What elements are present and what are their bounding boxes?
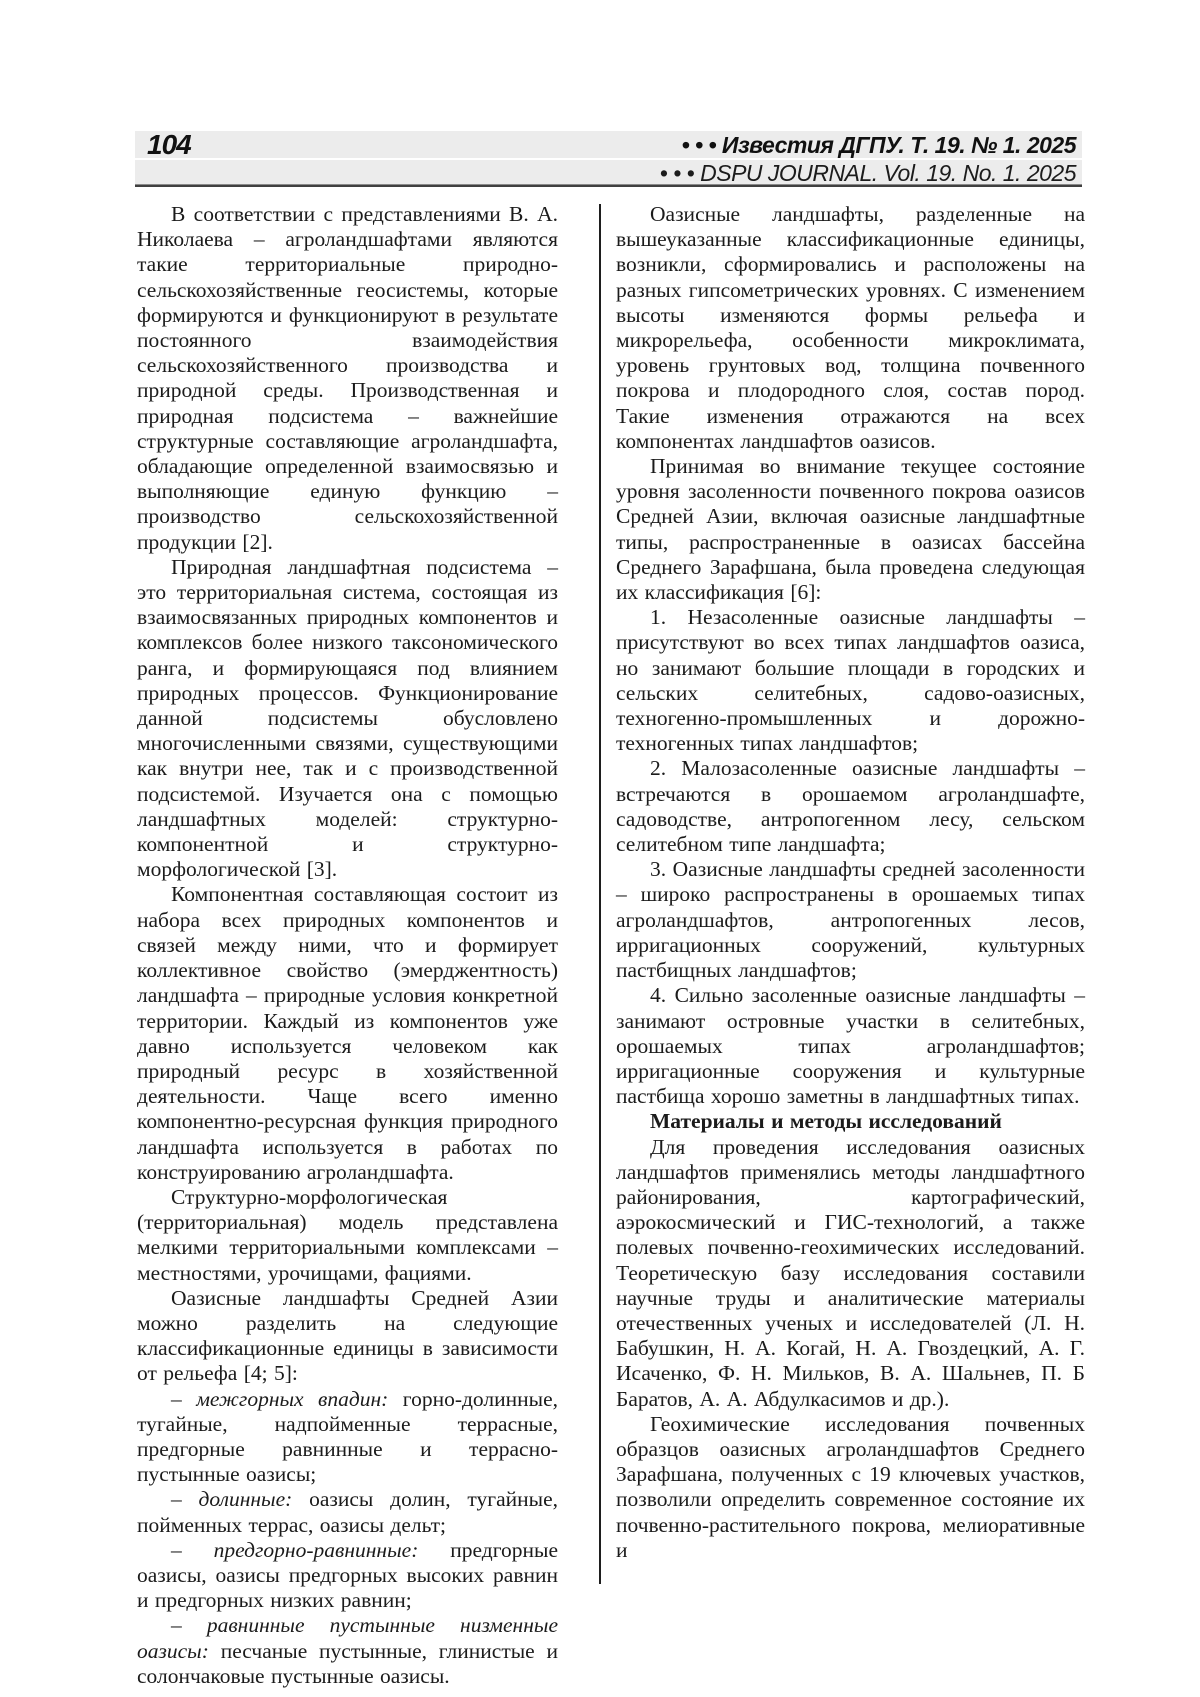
journal-title-ru: • • • Известия ДГПУ. Т. 19. № 1. 2025 xyxy=(681,132,1076,158)
right-column xyxy=(616,202,1085,1563)
left-column xyxy=(137,202,558,1689)
paragraph: Природная ландшафтная подсистема – это территориальная система, состоящая из взаимосвязанных природных компонентов и комплексов более низкого таксономического ранга, и формирующаяся под влиянием природных процессов. Функционирование данной подсистемы обусловлено многочисленными связями, существующими как внутри нее, так и с производственной подсистемой. Изучается она с помощью ландшафтных моделей: структурно-компонентной и структурно-морфологической [3]. xyxy=(137,554,558,882)
column-divider xyxy=(599,204,601,1584)
paragraph: 2. Малозасоленные оазисные ландшафты – встречаются в орошаемом агроландшафте, садоводстве, антропогенном лесу, сельском селитебном типе ландшафта; xyxy=(616,756,1085,857)
paragraph: Оазисные ландшафты, разделенные на вышеуказанные классификационные единицы, возникли, сформировались и расположены на разных гипсометрических уровнях. С изменением высоты изменяются формы рельефа и микрорельефа, особенности микроклимата, уровень грунтовых вод, толщина почвенного покрова и плодородного слоя, состав пород. Такие изменения отражаются на всех компонентах ландшафтов оазисов. xyxy=(616,202,1085,453)
paragraph: Геохимические исследования почвенных образцов оазисных агроландшафтов Среднего Зарафшана, полученных с 19 ключевых участков, позволили определить современное состояние их почвенно-растительного покрова, мелиоративные и xyxy=(616,1411,1085,1562)
list-item xyxy=(137,1487,558,1537)
list-item-text: предгорные оазисы, оазисы предгорных высоких равнин и предгорных низких равнин; xyxy=(137,1537,558,1613)
list-item xyxy=(137,1538,558,1614)
paragraph: 3. Оазисные ландшафты средней засоленности – широко распространены в орошаемых типах агроландшафтов, антропогенных лесов, ирригационных сооружений, культурных пастбищных ландшафтов; xyxy=(616,857,1085,983)
list-item-text: оазисы долин, тугайные, пойменных террас, оазисы дельт; xyxy=(137,1487,559,1537)
list-item xyxy=(137,1613,558,1689)
page-number: 104 xyxy=(147,129,191,160)
list-item-text: песчаные пустынные, глинистые и солончаковые пустынные оазисы. xyxy=(137,1638,558,1688)
list-item xyxy=(137,1387,558,1488)
list-item-term: – долинные: xyxy=(171,1487,293,1512)
paragraph: Компонентная составляющая состоит из набора всех природных компонентов и связей между ними, что и формирует коллективное свойство (эмерджентность) ландшафта – природные условия конкретной территории. Каждый из компонентов уже давно используется человеком как природный ресурс в хозяйственной деятельности. Чаще всего именно компонентно-ресурсная функция природного ландшафта используется в работах по конструированию агроландшафта. xyxy=(137,882,558,1184)
paragraph: Принимая во внимание текущее состояние уровня засоленности почвенного покрова оазисов Средней Азии, включая оазисные ландшафтные типы, распространенные в оазисах бассейна Среднего Зарафшана, была проведена следующая их классификация [6]: xyxy=(616,454,1085,605)
paragraph: Структурно-морфологическая (территориальная) модель представлена мелкими территориальными комплексами – местностями, урочищами, фациями. xyxy=(137,1184,558,1285)
list-item-text: горно-долинные, тугайные, надпойменные террасные, предгорные равнинные и террасно-пустынные оазисы; xyxy=(137,1386,558,1487)
list-item-term: – межгорных впадин: xyxy=(171,1386,389,1411)
paragraph: 1. Незасоленные оазисные ландшафты – присутствуют во всех типах ландшафтов оазиса, но занимают большие площади в городских и сельских селитебных, садово-оазисных, техногенно-промышленных и дорожно-техногенных типах ландшафтов; xyxy=(616,605,1085,756)
paragraph: Для проведения исследования оазисных ландшафтов применялись методы ландшафтного районирования, картографический, аэрокосмический и ГИС-технологий, а также полевых почвенно-геохимических исследований. Теоретическую базу исследования составили научные труды и аналитические материалы отечественных ученых и исследователей (Л. Н. Бабушкин, Н. А. Когай, Н. А. Гвоздецкий, А. Г. Исаченко, Ф. Н. Мильков, В. А. Шальнев, П. Б Баратов, А. А. Абдулкасимов и др.). xyxy=(616,1134,1085,1411)
list-item-term: – предгорно-равнинные: xyxy=(171,1537,419,1562)
paragraph: 4. Сильно засоленные оазисные ландшафты – занимают островные участки в селитебных, орошаемых типах агроландшафтов; ирригационные сооружения и культурные пастбища хорошо заметны в ландшафтных типах. xyxy=(616,983,1085,1109)
journal-title-en: • • • DSPU JOURNAL. Vol. 19. No. 1. 2025 xyxy=(659,160,1076,186)
paragraph: Оазисные ландшафты Средней Азии можно разделить на следующие классификационные единицы в зависимости от рельефа [4; 5]: xyxy=(137,1285,558,1386)
paragraph: В соответствии с представлениями В. А. Николаева – агроландшафтами являются такие территориальные природно-сельскохозяйственные геосистемы, которые формируются и функционируют в результате постоянного взаимодействия сельскохозяйственного производства и природной среды. Производственная и природная подсистема – важнейшие структурные составляющие агроландшафта, обладающие определенной взаимосвязью и выполняющие единую функцию – производство сельскохозяйственной продукции [2]. xyxy=(137,202,558,554)
list-item-term: – равнинные пустынные низменные оазисы: xyxy=(137,1613,558,1663)
section-heading: Материалы и методы исследований xyxy=(650,1109,1002,1134)
